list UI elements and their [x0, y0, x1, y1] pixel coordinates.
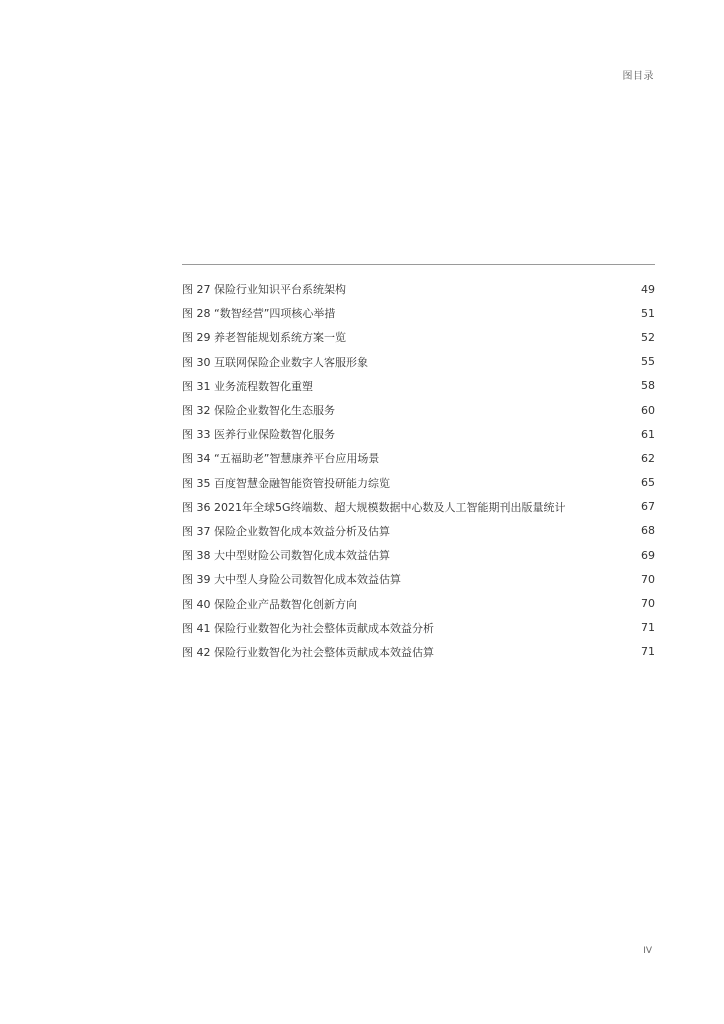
toc-entry-page: 67	[641, 500, 655, 514]
toc-entry[interactable]	[182, 350, 655, 374]
toc-entry-page: 52	[641, 330, 655, 344]
toc-entry-title: 图 39 大中型人身险公司数智化成本效益估算	[182, 573, 401, 587]
toc-entry-page: 60	[641, 403, 655, 417]
toc-entry-page: 70	[641, 572, 655, 586]
toc-entry-title: 图 41 保险行业数智化为社会整体贡献成本效益分析	[182, 621, 434, 635]
toc-entry[interactable]	[182, 543, 655, 567]
toc-entry-title: 图 28 “数智经营”四项核心举措	[182, 307, 336, 321]
toc-entry-title: 图 38 大中型财险公司数智化成本效益估算	[182, 549, 390, 563]
toc-entry[interactable]	[182, 277, 655, 301]
toc-entry[interactable]	[182, 422, 655, 446]
toc-entry[interactable]	[182, 374, 655, 398]
toc-entry-page: 58	[641, 379, 655, 393]
toc-entry-page: 70	[641, 597, 655, 611]
toc-entry-title: 图 42 保险行业数智化为社会整体贡献成本效益估算	[182, 645, 434, 659]
toc-entry[interactable]	[182, 640, 655, 664]
toc-entry-page: 71	[641, 645, 655, 659]
toc-entry-title: 图 40 保险企业产品数智化创新方向	[182, 597, 357, 611]
section-header-title: 图目录	[622, 71, 654, 82]
toc-entry[interactable]	[182, 591, 655, 615]
toc-entry-page: 61	[641, 427, 655, 441]
toc-entry[interactable]	[182, 325, 655, 349]
toc-entry-title: 图 35 百度智慧金融智能资管投研能力综览	[182, 476, 390, 490]
toc-entry[interactable]	[182, 495, 655, 519]
toc-entry-page: 71	[641, 621, 655, 635]
toc-entry[interactable]	[182, 567, 655, 591]
figure-list	[182, 277, 655, 664]
toc-entry-title: 图 29 养老智能规划系统方案一览	[182, 331, 346, 345]
toc-entry-title: 图 32 保险企业数智化生态服务	[182, 404, 335, 418]
toc-entry[interactable]	[182, 471, 655, 495]
toc-entry-page: 69	[641, 548, 655, 562]
toc-entry-title: 图 31 业务流程数智化重塑	[182, 379, 313, 393]
toc-entry-page: 55	[641, 355, 655, 369]
toc-entry-page: 65	[641, 476, 655, 490]
toc-entry[interactable]	[182, 616, 655, 640]
toc-entry-page: 62	[641, 451, 655, 465]
toc-entry[interactable]	[182, 519, 655, 543]
toc-entry-title: 图 37 保险企业数智化成本效益分析及估算	[182, 524, 390, 538]
toc-entry[interactable]	[182, 301, 655, 325]
toc-entry-page: 49	[641, 282, 655, 296]
toc-entry[interactable]	[182, 398, 655, 422]
toc-entry-page: 68	[641, 524, 655, 538]
toc-entry-title: 图 27 保险行业知识平台系统架构	[182, 283, 346, 297]
divider-line	[182, 264, 655, 265]
toc-entry-title: 图 30 互联网保险企业数字人客服形象	[182, 355, 368, 369]
page-number: IV	[643, 946, 652, 956]
toc-entry-title: 图 34 “五福助老”智慧康养平台应用场景	[182, 452, 380, 466]
toc-entry[interactable]	[182, 446, 655, 470]
toc-entry-title: 图 36 2021年全球5G终端数、超大规模数据中心数及人工智能期刊出版量统计	[182, 500, 566, 514]
toc-entry-page: 51	[641, 306, 655, 320]
toc-entry-title: 图 33 医养行业保险数智化服务	[182, 428, 335, 442]
